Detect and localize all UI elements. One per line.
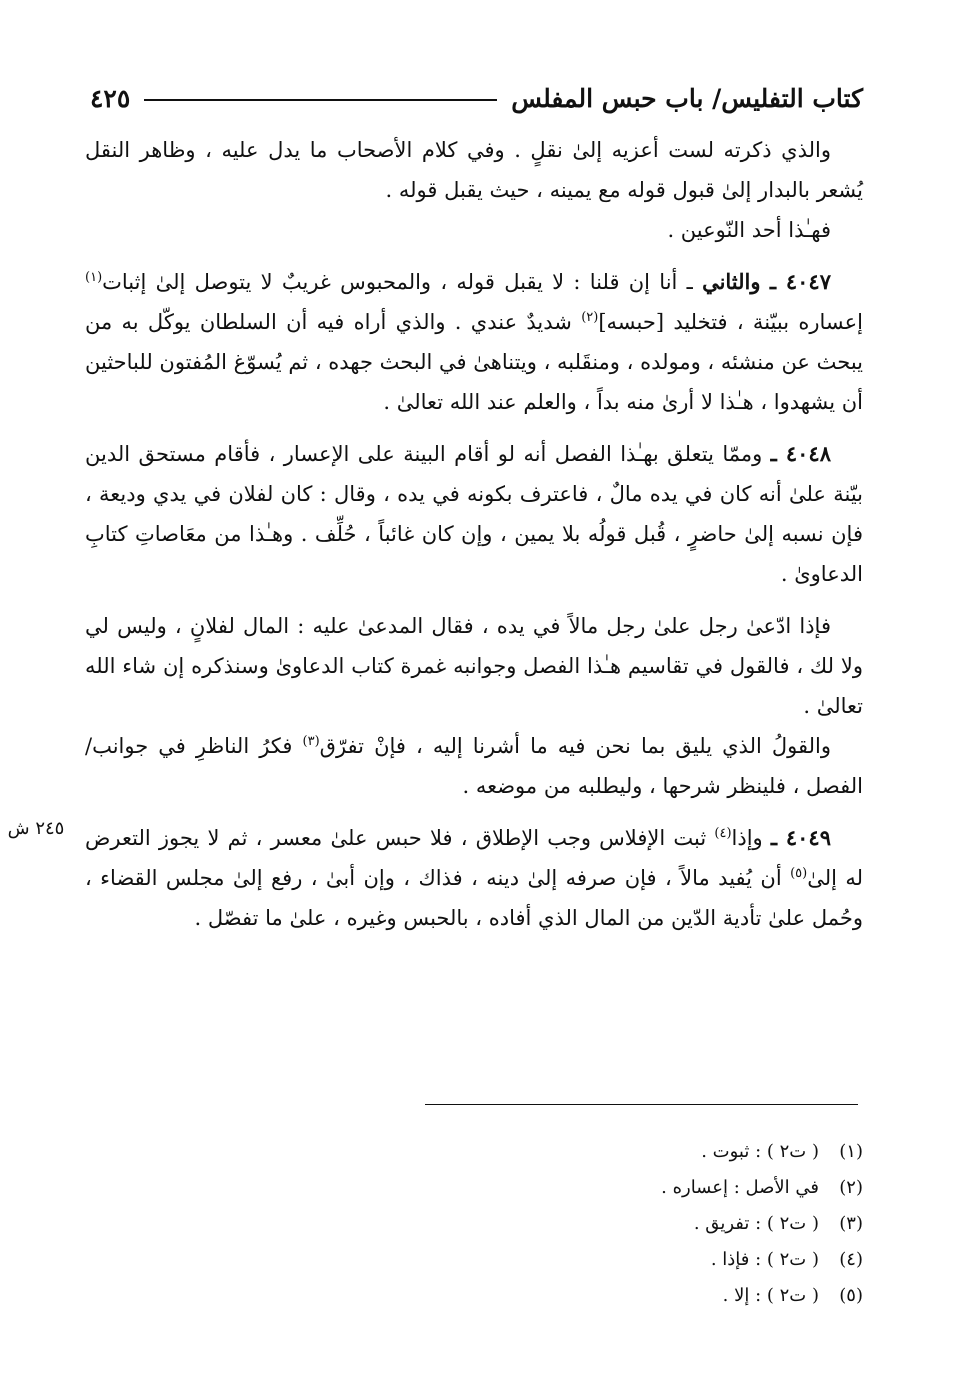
paragraph [85,606,863,726]
footnote-number: (١) [839,1141,863,1162]
text-segment: والذي ذكرته لست أعزيه إلىٰ نقلٍ . وفي كلام الأصحاب ما يدل عليه ، وظاهر النقل يُشعر بالبدار إلىٰ قبول قوله مع يمينه ، حيث يقبل قوله . [85,138,863,202]
paragraph [85,210,863,250]
footnote [343,1170,863,1206]
footnote-number: (٤) [839,1249,863,1270]
text-segment: ثبت الإفلاس وجب الإطلاق ، فلا حبس علىٰ معسر ، ثم لا يجوز التعرض له إلىٰ [85,826,863,890]
page-header [90,78,863,118]
text-segment: فإذا ادّعىٰ رجل علىٰ رجل مالاً في يده ، فقال المدعىٰ عليه : المال لفلانٍ ، وليس لي ولا لك ، فالقول في تقاسيم هـٰذا الفصل وجوانبه غمرة كتاب الدعاوىٰ وسنذكره إن شاء الله تعالىٰ . [85,614,863,718]
footnotes [343,1134,863,1314]
text-segment: والقولُ الذي يليق بما نحن فيه ما أشرنا إليه ، فإنْ تفرّق [319,734,831,758]
paragraph-label: والثاني [702,269,761,294]
footnote [343,1242,863,1278]
footnote-marker: (١) [85,270,103,285]
footnote [343,1134,863,1170]
paragraph [85,130,863,210]
text-segment: وإذا [731,826,771,850]
footnote-text: في الأصل : إعساره . [661,1177,819,1198]
paragraph [85,726,863,806]
footnote-number: (٣) [839,1213,863,1234]
footnote-number: (٥) [839,1285,863,1306]
footnote-marker: (٢) [581,310,599,325]
footnote-marker: (٣) [302,734,320,749]
footnote-text: ( ت٢ ) : فإذا . [710,1249,819,1270]
footnote [343,1278,863,1314]
text-segment: أن يُفيد مالاً ، فإن صرفه إلىٰ دينه ، فذاك ، وإن أبىٰ ، رفع إلىٰ مجلس القضاء ، وحُمل علىٰ تأدية الدّين من المال الذي أفاده ، بالحبس وغيره ، علىٰ ما تفصّل . [85,866,863,930]
footnote-text: ( ت٢ ) : ثبوت . [701,1141,819,1162]
paragraph-number: ٤٠٤٨ ـ [770,441,831,466]
page-number: ٤٢٥ [90,83,131,113]
text-segment: ـ أنا إن قلنا : لا يقبل قوله ، والمحبوس غريبٌ لا يتوصل إلىٰ إثبات [102,270,703,294]
footnote-marker: (٤) [714,826,732,841]
paragraph-number: ٤٠٤٩ ـ [770,825,831,850]
main-text [85,130,863,938]
text-segment: وممّا يتعلق بهـٰذا الفصل أنه لو أقام البينة على الإعسار ، فأقام مستحق الدين بيّنة علىٰ أنه كان في يده مالٌ ، فاعترف بكونه في يده ، وقال : كان لفلان في يدي وديعة ، فإن نسبه إلىٰ حاضرٍ ، قُبل قولُه بلا يمين ، وإن كان غائباً ، حُلِّف . وهـٰذا من معَاصاتِ كتابِ الدعاوىٰ . [85,442,863,586]
paragraph-number: ٤٠٤٧ ـ [769,269,831,294]
text-segment: إعساره ببيّنة ، فتخليد [حبسه] [598,310,863,334]
running-title: كتاب التفليس/ باب حبس المفلس [511,83,863,113]
paragraph [85,262,863,422]
footnote [343,1206,863,1242]
footnote-number: (٢) [839,1177,863,1198]
header-rule [144,99,497,101]
text-segment: فكرُ الناظرِ في جوانب/ الفصل ، فلينظر شرحها ، وليطلبه من موضعه . [85,734,863,798]
paragraph [85,434,863,594]
footnote-text: ( ت٢ ) : إلا . [722,1285,819,1306]
text-segment: فهـٰذا أحد النّوعين . [667,218,831,242]
footnote-rule [425,1104,858,1105]
text-segment: شديدٌ عندي . والذي أراه فيه أن السلطان يوكّل به من يبحث عن منشئه ، ومولده ، ومنقَلبه ، ويتناهىٰ في البحث جهده ، ثم يُسوّغ المُفتون للباحثين أن يشهدوا ، هـٰذا لا أرىٰ منه بداً ، والعلم عند الله تعالىٰ . [85,310,863,414]
margin-note: ٢٤٥ ش [7,818,65,839]
footnote-text: ( ت٢ ) : تفريق . [693,1213,819,1234]
footnote-marker: (٥) [790,866,808,881]
paragraph [85,818,863,938]
